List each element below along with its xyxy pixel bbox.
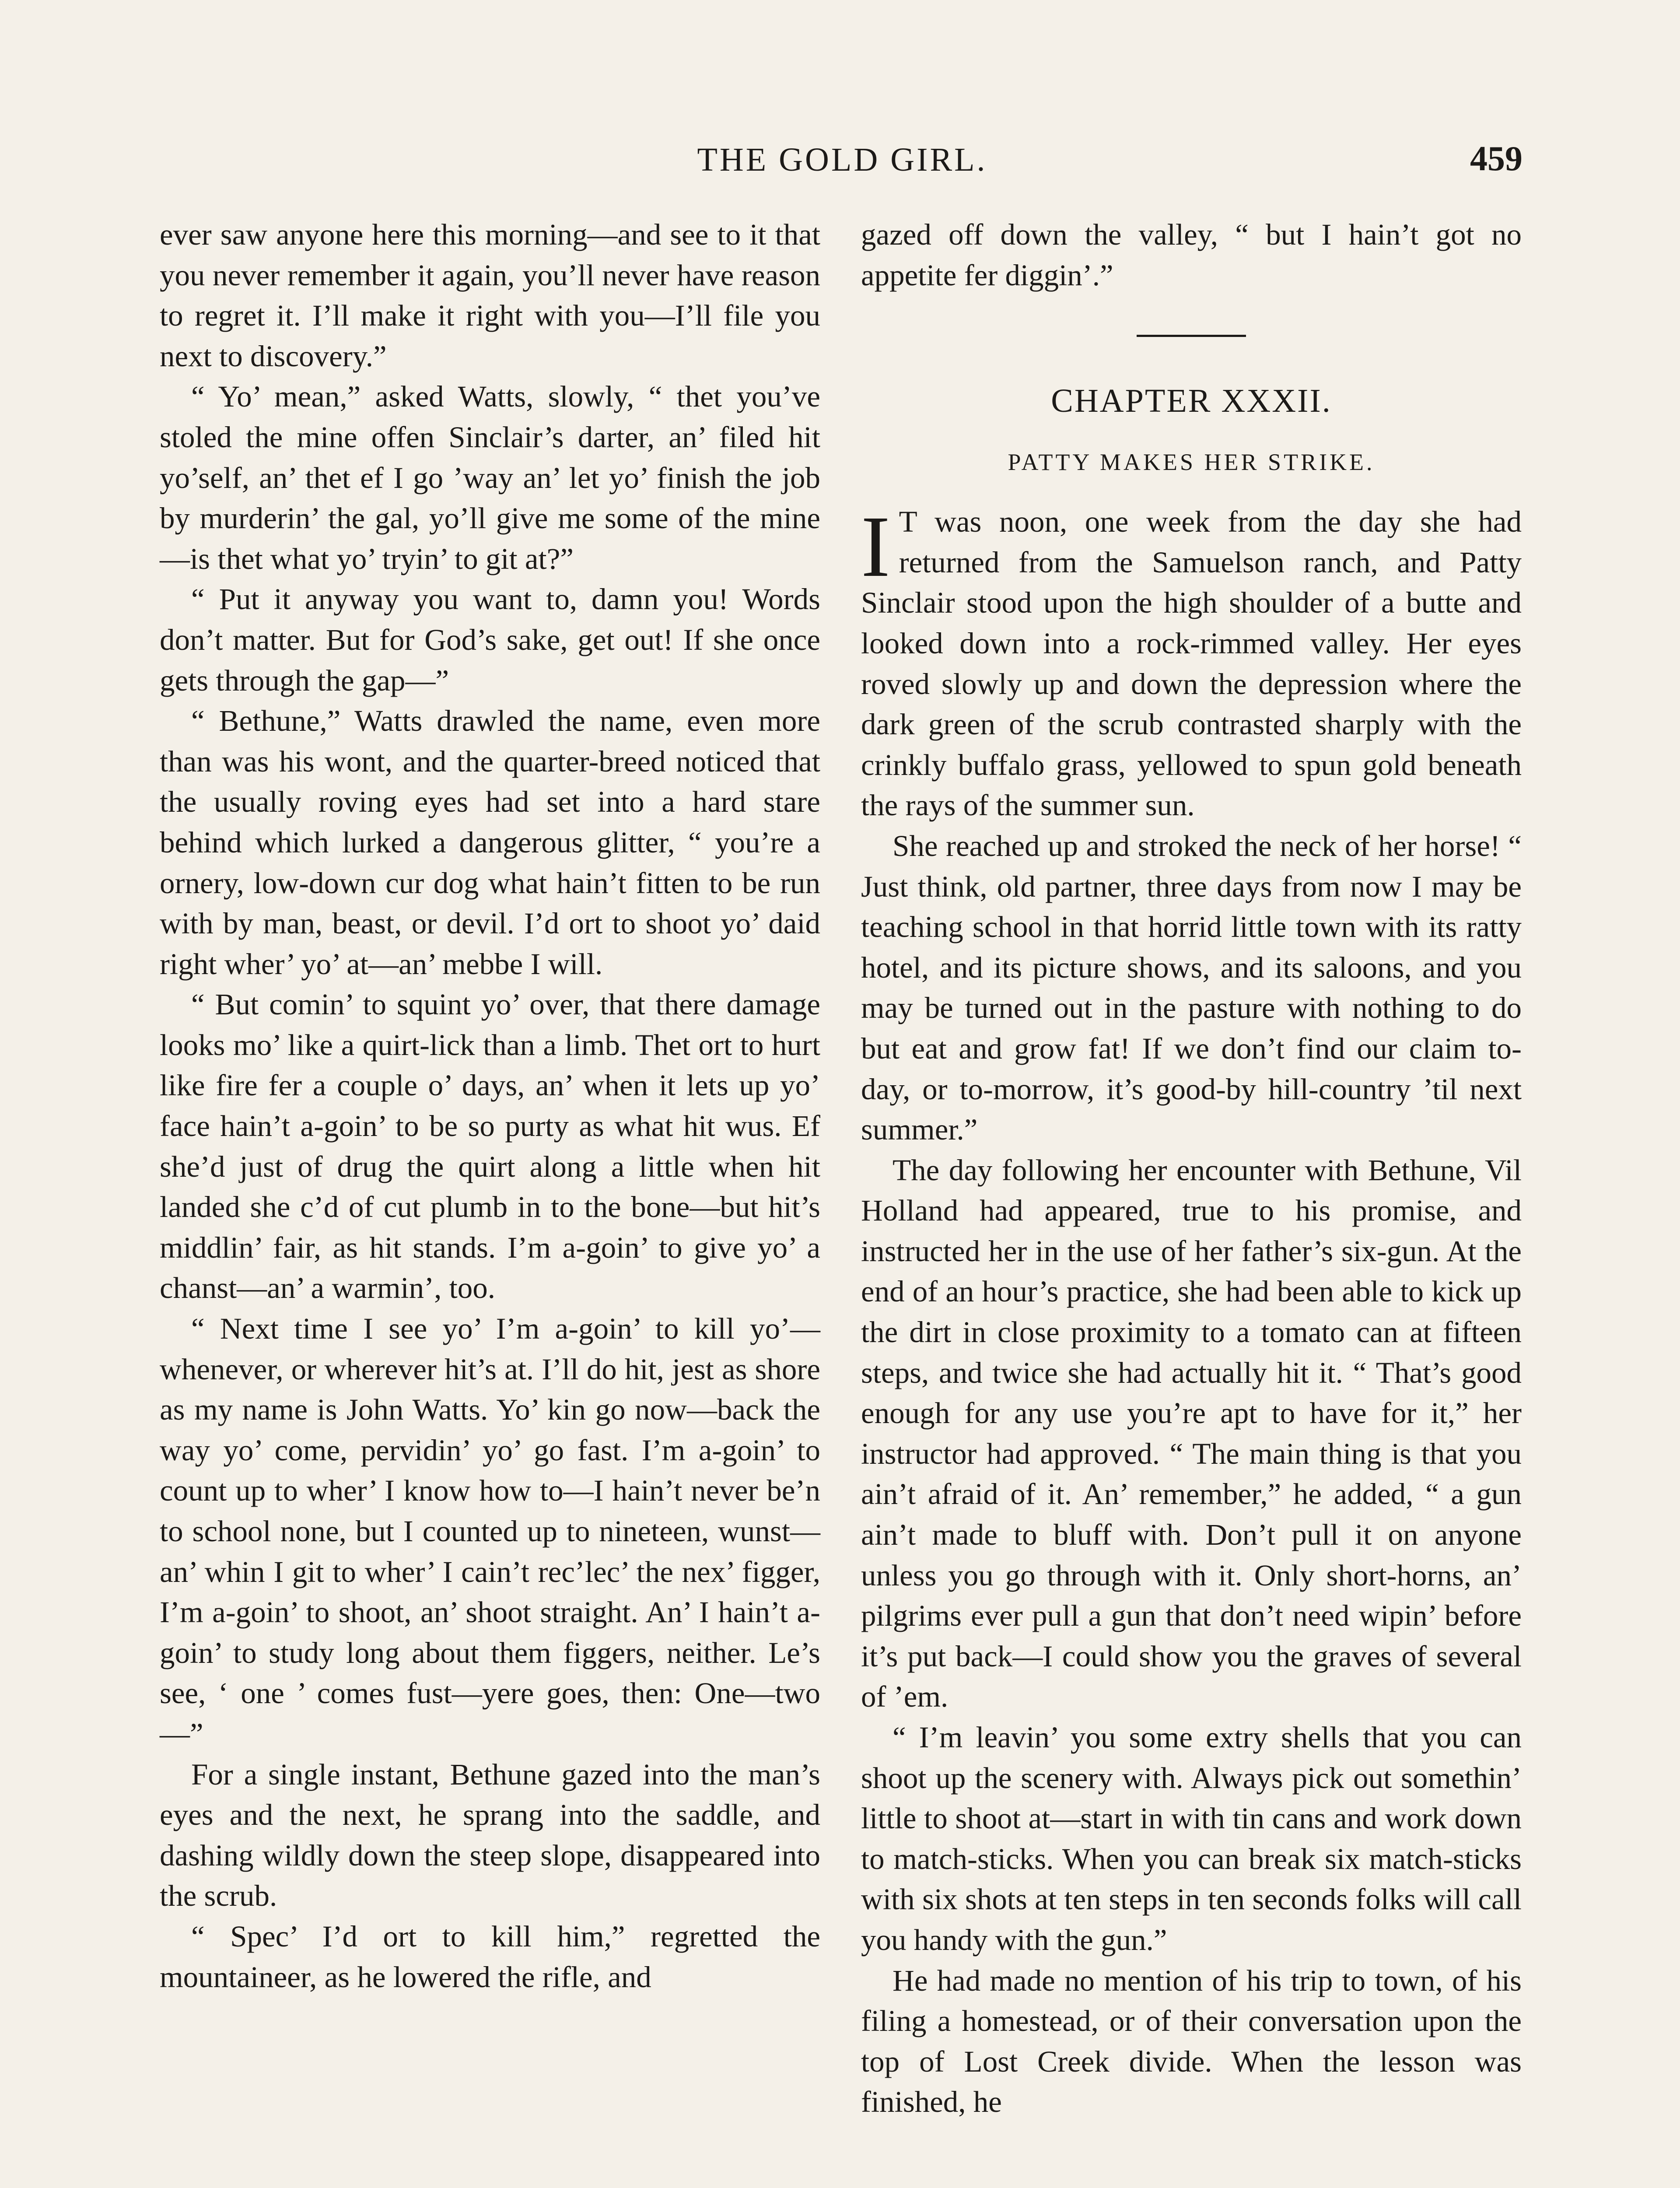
right-opening-paragraph: gazed off down the valley, “ but I hain’t got no appetite fer diggin’.”	[861, 218, 1522, 292]
page-number: 459	[1470, 140, 1522, 178]
running-title: THE GOLD GIRL.	[697, 141, 987, 178]
paragraph: “ Next time I see yo’ I’m a-goin’ to kill yo’—whenever, or wherever hit’s at. I’ll do hit, jest as shore as my name is John Watts. Yo’ kin go now—back the way yo’ come, pervidin’ yo’ go fast. I’m a-goin’ to count up to wher’ I know how to—I hain’t never be’n to school none, but I counted up to nineteen, wunst—an’ whin I git to wher’ I cain’t rec’lec’ the nex’ figger, I’m a-goin’ to shoot, an’ shoot straight. An’ I hain’t a-goin’ to study long about them figgers, neither. Le’s see, ‘ one ’ comes fust—yere goes, then: One—two—”	[160, 1312, 820, 1750]
drop-cap: I	[861, 498, 890, 596]
left-column	[160, 214, 820, 1997]
paragraph: ever saw anyone here this morning—and see to it that you never remember it again, you’ll never have reason to regret it. I’ll make it right with you—I’ll file you next to discovery.”	[160, 218, 820, 373]
paragraph: “ But comin’ to squint yo’ over, that there damage looks mo’ like a quirt-lick than a limb. Thet ort to hurt like fire fer a couple o’ days, an’ when it lets up yo’ face hain’t a-goin’ to be so purty as what hit wus. Ef she’d just of drug the quirt along a little when hit landed she c’d of cut plumb in to the bone—but hit’s middlin’ fair, as hit stands. I’m a-goin’ to give yo’ a chanst—an’ a warmin’, too.	[160, 988, 820, 1305]
running-head	[162, 139, 1522, 187]
paragraph: “ Spec’ I’d ort to kill him,” regretted the mountaineer, as he lowered the rifle, and	[160, 1919, 820, 1994]
paragraph: The day following her encounter with Bethune, Vil Holland had appeared, true to his promise, and instructed her in the use of her father’s six-gun. At the end of an hour’s practice, she had been able to kick up the dirt in close proximity to a tomato can at fifteen steps, and twice she had actually hit it. “ That’s good enough for any use you’re apt to have for it,” her instructor had approved. “ The main thing is that you ain’t afraid of it. An’ remember,” he added, “ a gun ain’t made to bluff with. Don’t pull it on anyone unless you go through with it. Only short-horns, an’ pilgrims ever pull a gun that don’t need wipin’ before it’s put back—I could show you the graves of several of ’em.	[861, 1153, 1522, 1714]
paragraph: “ Yo’ mean,” asked Watts, slowly, “ thet you’ve stoled the mine offen Sinclair’s darter, an’ filed hit yo’self, an’ thet ef I go ’way an’ let yo’ finish the job by murderin’ the gal, yo’ll give me some of the mine—is thet what yo’ tryin’ to git at?”	[160, 380, 820, 575]
paragraph: “ Put it anyway you want to, damn you! Words don’t matter. But for God’s sake, get out! If she once gets through the gap—”	[160, 582, 820, 697]
first-paragraph-text: T was noon, one week from the day she had returned from the Samuelson ranch, and Patty Sinclair stood upon the high shoulder of a butte and looked down into a rock-rimmed valley. Her eyes roved slowly up and down the depression where the dark green of the scrub contrasted sharply with the crinkly buffalo grass, yellowed to spun gold beneath the rays of the summer sun.	[861, 505, 1522, 822]
paragraph: “ I’m leavin’ you some extry shells that you can shoot up the scenery with. Always pick out somethin’ little to shoot at—start in with tin cans and work down to match-sticks. When you can break six match-sticks with six shots at ten steps in ten seconds folks will call you handy with the gun.”	[861, 1721, 1522, 1957]
paragraph: “ Bethune,” Watts drawled the name, even more than was his wont, and the quarter-breed noticed that the usually roving eyes had set into a hard stare behind which lurked a dangerous glitter, “ you’re a ornery, low-down cur dog what hain’t fitten to be run with by man, beast, or devil. I’d ort to shoot yo’ daid right wher’ yo’ at—an’ mebbe I will.	[160, 704, 820, 981]
paragraph: He had made no mention of his trip to town, of his filing a homestead, or of their conversation upon the top of Lost Creek divide. When the lesson was finished, he	[861, 1964, 1522, 2119]
section-divider	[1137, 335, 1246, 337]
chapter-first-paragraph	[861, 498, 1522, 826]
paragraph: For a single instant, Bethune gazed into the man’s eyes and the next, he sprang into the saddle, and dashing wildly down the steep slope, disappeared into the scrub.	[160, 1757, 820, 1913]
chapter-subtitle: PATTY MAKES HER STRIKE.	[1008, 449, 1375, 476]
right-paragraphs	[861, 826, 1522, 2122]
chapter-heading: CHAPTER XXXII.	[1051, 382, 1332, 420]
right-column	[861, 214, 1522, 2122]
paragraph: She reached up and stroked the neck of her horse! “ Just think, old partner, three days from now I may be teaching school in that horrid little town with its ratty hotel, and its picture shows, and its saloons, and you may be turned out in the pasture with nothing to do but eat and grow fat! If we don’t find our claim to-day, or to-morrow, it’s good-by hill-country ’til next summer.”	[861, 829, 1522, 1147]
